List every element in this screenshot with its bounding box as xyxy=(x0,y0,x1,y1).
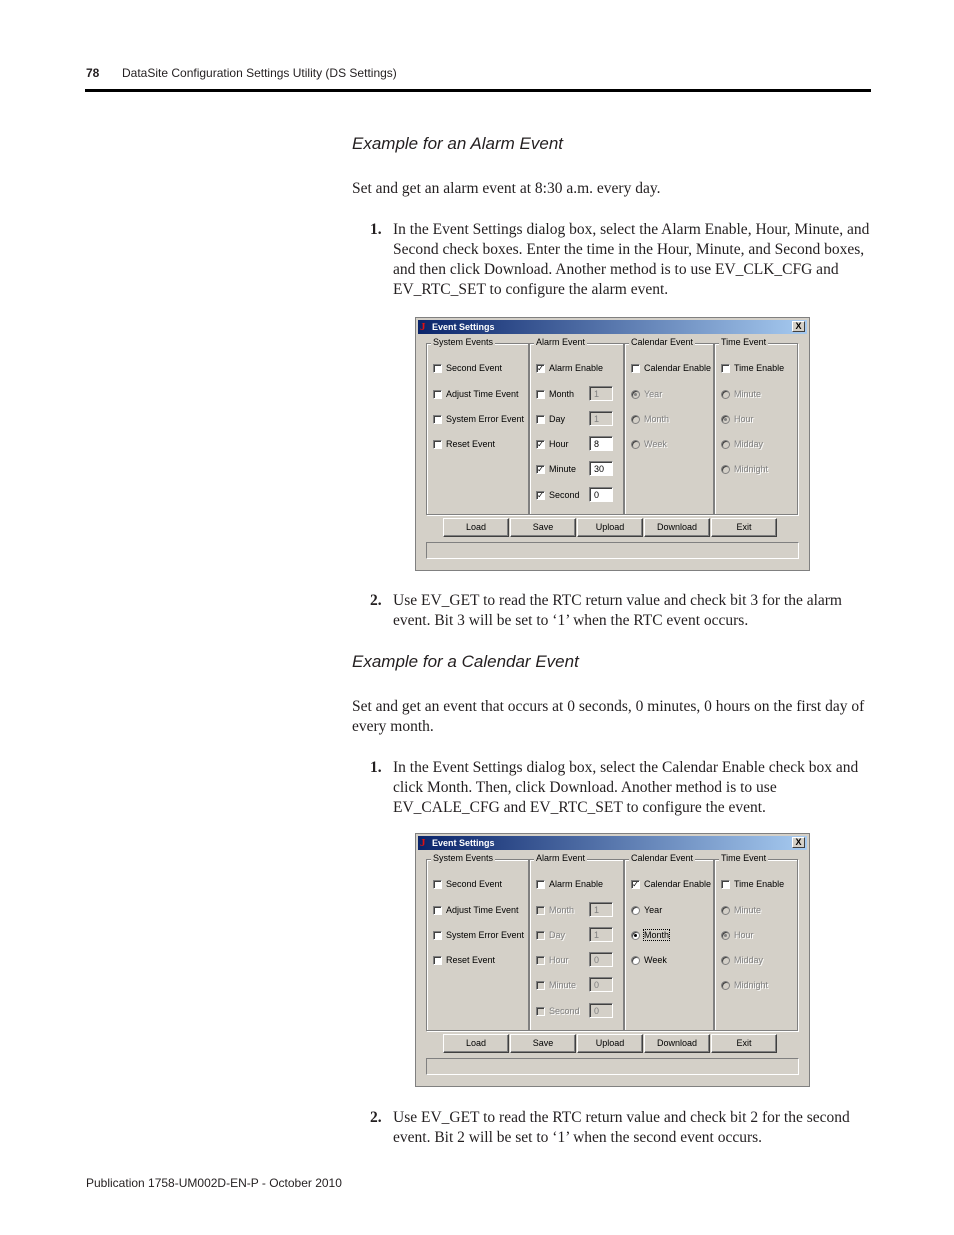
app-logo-icon: J xyxy=(420,321,426,333)
radio-button xyxy=(721,956,730,965)
checkbox-label: Time Enable xyxy=(734,879,785,889)
checkbox[interactable] xyxy=(433,880,442,889)
radio-button xyxy=(631,415,640,424)
checkbox xyxy=(536,1007,545,1016)
checkbox-label: Minute xyxy=(549,980,577,990)
radio-label: Hour xyxy=(734,414,754,424)
page-number: 78 xyxy=(86,66,100,80)
alarm-hour-field[interactable]: 8 xyxy=(589,436,613,451)
checkbox-label: Second Event xyxy=(446,363,503,373)
step-text: Use EV_GET to read the RTC return value and check bit 2 for the second event. Bit 2 will be set to ‘1’ when the second event occurs. xyxy=(393,1109,850,1146)
group-label: Time Event xyxy=(721,337,767,347)
radio-button xyxy=(721,906,730,915)
calendar-heading: Example for a Calendar Event xyxy=(352,652,579,671)
step-number: 1. xyxy=(370,759,382,776)
checkbox[interactable] xyxy=(536,415,545,424)
header-rule xyxy=(85,89,871,92)
checkbox-label: Month xyxy=(549,905,575,915)
radio-button[interactable] xyxy=(631,956,640,965)
checkbox[interactable] xyxy=(433,931,442,940)
alarm-month-field: 1 xyxy=(589,386,613,401)
group-label: Calendar Event xyxy=(631,337,694,347)
radio-label: Midnight xyxy=(734,980,769,990)
radio-label: Month xyxy=(644,414,670,424)
checkbox-label: Alarm Enable xyxy=(549,363,604,373)
group-label: Alarm Event xyxy=(536,853,586,863)
radio-button xyxy=(721,465,730,474)
radio-label: Midday xyxy=(734,439,764,449)
radio-label: Hour xyxy=(734,930,754,940)
checkbox-label: Adjust Time Event xyxy=(446,905,519,915)
checkbox-label: Reset Event xyxy=(446,439,496,449)
checkbox-label: Minute xyxy=(549,464,577,474)
checkbox-label: System Error Event xyxy=(446,930,525,940)
checkbox[interactable]: ✓ xyxy=(537,440,544,449)
group-label: System Events xyxy=(433,337,494,347)
alarm-minute-field[interactable]: 30 xyxy=(589,461,613,476)
exit-button[interactable]: Exit xyxy=(711,1034,777,1053)
radio-label: Midnight xyxy=(734,464,769,474)
checkbox[interactable] xyxy=(631,364,640,373)
step-text: Use EV_GET to read the RTC return value and check bit 3 for the alarm event. Bit 3 will be set to ‘1’ when the RTC event occurs. xyxy=(393,592,842,629)
checkbox[interactable] xyxy=(433,906,442,915)
step-number: 2. xyxy=(370,592,382,609)
group-label: Alarm Event xyxy=(536,337,586,347)
radio-label: Year xyxy=(644,389,663,399)
radio-button[interactable] xyxy=(631,931,640,940)
step-number: 1. xyxy=(370,221,382,238)
checkbox xyxy=(536,981,545,990)
checkbox-label: Day xyxy=(549,414,566,424)
save-button[interactable]: Save xyxy=(510,518,576,537)
group-label: System Events xyxy=(433,853,494,863)
publication-footer: Publication 1758-UM002D-EN-P - October 2010 xyxy=(86,1176,342,1190)
checkbox-label: System Error Event xyxy=(446,414,525,424)
download-button[interactable]: Download xyxy=(644,518,710,537)
upload-button[interactable]: Upload xyxy=(577,1034,643,1053)
alarm-second-field[interactable]: 0 xyxy=(589,487,613,502)
group-label: Time Event xyxy=(721,853,767,863)
dialog-title: Event Settings xyxy=(432,322,495,332)
checkbox-label: Reset Event xyxy=(446,955,496,965)
dialog-title-bar xyxy=(418,320,807,334)
radio-label: Minute xyxy=(734,905,762,915)
alarm-heading: Example for an Alarm Event xyxy=(352,134,564,153)
radio-label: Minute xyxy=(734,389,762,399)
checkbox xyxy=(536,906,545,915)
checkbox[interactable]: ✓ xyxy=(537,491,544,500)
radio-label: Week xyxy=(644,439,667,449)
radio-button[interactable] xyxy=(631,906,640,915)
checkbox[interactable] xyxy=(433,415,442,424)
checkbox[interactable]: ✓ xyxy=(632,880,639,889)
alarm-minute-field: 0 xyxy=(589,977,613,992)
checkbox[interactable] xyxy=(433,956,442,965)
checkbox-label: Alarm Enable xyxy=(549,879,604,889)
checkbox[interactable] xyxy=(536,390,545,399)
running-header: DataSite Configuration Settings Utility (DS Settings) xyxy=(122,66,397,80)
checkbox[interactable]: ✓ xyxy=(537,364,544,373)
checkbox-label: Second Event xyxy=(446,879,503,889)
checkbox-label: Hour xyxy=(549,439,569,449)
radio-button xyxy=(721,390,730,399)
checkbox[interactable] xyxy=(433,440,442,449)
checkbox[interactable] xyxy=(433,364,442,373)
checkbox[interactable] xyxy=(721,364,730,373)
event-settings-dialog-alarm xyxy=(415,317,810,571)
calendar-intro: Set and get an event that occurs at 0 seconds, 0 minutes, 0 hours on the first day of every month. xyxy=(352,698,865,735)
load-button[interactable]: Load xyxy=(443,518,509,537)
dialog-title: Event Settings xyxy=(432,838,495,848)
upload-button[interactable]: Upload xyxy=(577,518,643,537)
load-button[interactable]: Load xyxy=(443,1034,509,1053)
radio-button xyxy=(631,440,640,449)
checkbox[interactable] xyxy=(536,880,545,889)
checkbox[interactable] xyxy=(721,880,730,889)
radio-label: Midday xyxy=(734,955,764,965)
radio-label: Week xyxy=(644,955,667,965)
group-label: Calendar Event xyxy=(631,853,694,863)
radio-button xyxy=(631,390,640,399)
exit-button[interactable]: Exit xyxy=(711,518,777,537)
alarm-day-field: 1 xyxy=(589,411,613,426)
checkbox[interactable] xyxy=(433,390,442,399)
checkbox-label: Hour xyxy=(549,955,569,965)
checkbox-label: Second xyxy=(549,490,580,500)
checkbox[interactable]: ✓ xyxy=(537,465,544,474)
radio-button xyxy=(721,931,730,940)
alarm-day-field: 1 xyxy=(589,927,613,942)
alarm-hour-field: 0 xyxy=(589,952,613,967)
close-button[interactable]: X xyxy=(792,321,805,332)
save-button[interactable]: Save xyxy=(510,1034,576,1053)
event-settings-dialog-calendar xyxy=(415,833,810,1087)
step-text: In the Event Settings dialog box, select the Calendar Enable check box and click Month. Then, click Download. Another method is to use EV_CALE_CFG and EV_RTC_SET to configure the event. xyxy=(393,759,859,816)
checkbox-label: Day xyxy=(549,930,566,940)
step-number: 2. xyxy=(370,1109,382,1126)
download-button[interactable]: Download xyxy=(644,1034,710,1053)
step-text: In the Event Settings dialog box, select the Alarm Enable, Hour, Minute, and Second check boxes. Enter the time in the Hour, Minute, and Second boxes, and then click Download. Another method is to use EV_CLK_CFG and EV_RTC_SET to configure the alarm event. xyxy=(393,221,870,298)
alarm-second-field: 0 xyxy=(589,1003,613,1018)
dialog-title-bar xyxy=(418,836,807,850)
radio-button xyxy=(721,415,730,424)
checkbox-label: Time Enable xyxy=(734,363,785,373)
checkbox-label: Calendar Enable xyxy=(644,879,712,889)
radio-label: Year xyxy=(644,905,663,915)
close-button[interactable]: X xyxy=(792,837,805,848)
status-bar xyxy=(426,542,799,559)
radio-label: Month xyxy=(644,930,670,940)
checkbox-label: Calendar Enable xyxy=(644,363,712,373)
radio-button xyxy=(721,981,730,990)
checkbox-label: Month xyxy=(549,389,575,399)
alarm-month-field: 1 xyxy=(589,902,613,917)
checkbox xyxy=(536,931,545,940)
app-logo-icon: J xyxy=(420,837,426,849)
checkbox-label: Second xyxy=(549,1006,580,1016)
radio-button xyxy=(721,440,730,449)
checkbox xyxy=(536,956,545,965)
status-bar xyxy=(426,1058,799,1075)
alarm-intro: Set and get an alarm event at 8:30 a.m. every day. xyxy=(352,180,661,197)
checkbox-label: Adjust Time Event xyxy=(446,389,519,399)
